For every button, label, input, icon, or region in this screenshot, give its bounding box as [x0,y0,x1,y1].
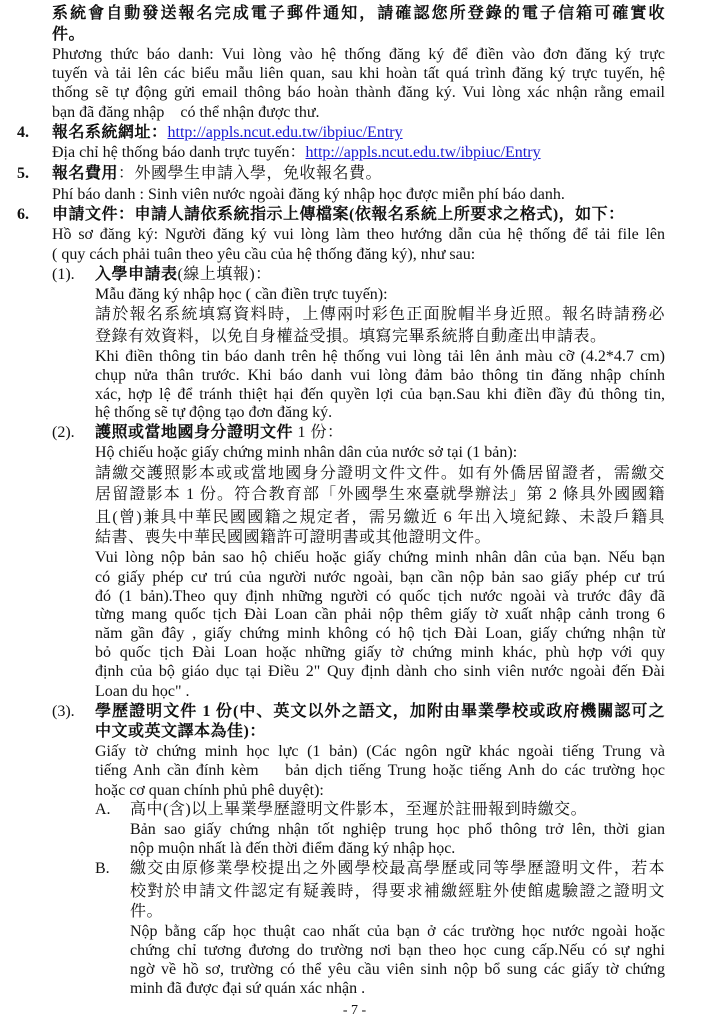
item-number: 4. [17,124,29,141]
documents-vi-line: ( quy cách phải tuân theo yêu cầu của hệ thống đăng ký), như sau: [52,246,476,263]
sub2-zh-line: 且(曾)兼具中華民國國籍之規定者，需另繳近 6 年出入境紀錄、未設戶籍具 [95,509,665,526]
item-number: 6. [17,206,29,223]
registration-url-row [52,123,403,143]
intro-vi-line: bạn đã đăng nhập có thể nhận được thư. [52,104,320,121]
registration-url-vi-link[interactable]: http://appls.ncut.edu.tw/ibpiuc/Entry [305,144,541,161]
sub2-vi-line: định của bộ giáo dục tại Điều 2" Quy định dành cho sinh viên nước ngoài đến Đài [95,663,665,680]
sub2-title [95,423,344,443]
sub3-title-line: 學歷證明文件 1 份(中、英文以外之語文，加附由畢業學校或政府機關認可之 [95,703,665,720]
sub1-vi-line: xác, hợp lệ để tránh thiệt hại đến quyền lợi của bạn.Sau khi điền đầy đủ thông tin, [95,386,665,403]
sub2-vi-line: bỏ quốc tịch Đài Loan hoặc những giấy tờ chứng minh khác, phù hợp với quy [95,644,665,661]
sub2-title-note: 1 份： [293,424,344,441]
sub-number: (1). [52,266,75,283]
sub1-title [95,265,272,285]
item-b-vi-line: chứng chỉ tương đương do trường nơi bạn theo học cung cấp.Nếu có sự nghi [130,942,665,959]
item-a-vi-line: Bản sao giấy chứng nhận tốt nghiệp trung học phổ thông trở lên, thời gian [130,821,665,838]
item-b-vi-line: ngờ về hồ sơ, trường có thể yêu cầu viên sinh nộp bổ sung các giấy tờ chứng [130,961,665,978]
fee-row [52,164,382,184]
sub-number: (2). [52,424,75,441]
sub2-vi-line: Vui lòng nộp bản sao hộ chiếu hoặc giấy chứng minh nhân dân của bạn. Nếu bạn [95,549,665,566]
sub1-vi-line: Khi điền thông tin báo danh trên hệ thống vui lòng tải lên ảnh màu cỡ (4.2*4.7 cm) [95,348,665,365]
sub3-title-line: 中文或英文譯本為佳)： [95,723,266,740]
sub2-vi-line: Loan du học" . [95,683,190,700]
item-a-vi-line: nộp muộn nhất là đến thời điểm đăng ký nhập học. [130,840,456,857]
fee-vi: Phí báo danh : Sinh viên nước ngoài đăng ký nhập học được miễn phí báo danh. [52,186,565,203]
sub-number: (3). [52,703,75,720]
item-b-vi-line: minh đã được đại sứ quán xác nhận . [130,980,366,997]
item-letter: A. [95,801,111,818]
registration-url-vi-row [52,143,541,163]
sub2-zh-line: 居留證影本 1 份。符合教育部「外國學生來臺就學辦法」第 2 條具外國國籍 [95,486,665,503]
item-a-zh-line: 高中(含)以上畢業學歷證明文件影本，至遲於註冊報到時繳交。 [130,801,588,818]
item-letter: B. [95,860,110,877]
sub2-title-text: 護照或當地國身分證明文件 [95,424,294,441]
documents-heading: 申請文件：申請人請依系統指示上傳檔案(依報名系統上所要求之格式)，如下： [52,206,625,223]
sub1-title-text: 入學申請表 [95,266,178,283]
item-number: 5. [17,165,29,182]
page-number: - 7 - [342,1003,367,1018]
sub2-vi-line: năm gần đây , giấy chứng minh không có hộ tịch Đài Loan, giấy chứng nhận từ [95,625,665,642]
sub2-vi-line: đó (1 bản).Theo quy định những người có quốc tịch nước ngoài và trước đây đã [95,588,665,605]
item-b-vi-line: Nộp bằng cấp học thuật cao nhất của bạn ở các trường học nước ngoài hoặc [130,923,665,940]
registration-url-label: 報名系統網址： [52,124,168,141]
intro-vi-line: tuyến và tải lên các biểu mẫu liên quan, sau khi hoàn tất quá trình đăng ký trực tuyến, hệ [52,65,665,82]
fee-text: ：外國學生申請入學，免收報名費。 [118,165,383,182]
sub2-vi-line: có giấy phép cư trú của người nước ngoài, bạn cần nộp bản sao giấy phép cư trú [95,569,665,586]
intro-zh-line: 系統會自動發送報名完成電子郵件通知，請確認您所登錄的電子信箱可確實收 [52,5,665,22]
sub3-vi-line: hoặc cơ quan chính phủ phê duyệt): [95,782,324,799]
item-b-zh-line: 繳交由原修業學校提出之外國學校最高學歷或同等學歷證明文件，若本 [130,860,665,877]
sub1-vi-line: chụp nửa thân trước. Khi báo danh vui lòng đảm bảo thông tin đăng nhập chính [95,367,665,384]
sub1-zh-line: 請於報名系統填寫資料時，上傳兩吋彩色正面脫帽半身近照。報名時請務必 [95,306,665,323]
sub2-vi-line: từng mang quốc tịch Đài Loan cần phải nộp thêm giấy tờ xuất nhập cảnh trong 6 [95,606,665,623]
fee-label: 報名費用 [52,165,119,182]
intro-zh-line: 件。 [52,26,86,43]
sub2-zh-line: 結書、喪失中華民國國籍許可證明書或其他證明文件。 [95,529,492,546]
sub3-vi-line: Giấy tờ chứng minh học lực (1 bản) (Các ngôn ngữ khác ngoài tiếng Trung và [95,743,665,760]
item-b-zh-line: 校對於申請文件認定有疑義時，得要求補繳經駐外使館處驗證之證明文 [130,883,665,900]
sub1-vi-title: Mẫu đăng ký nhập học ( cần điền trực tuyến): [95,286,388,303]
sub2-vi-title: Hộ chiếu hoặc giấy chứng minh nhân dân của nước sở tại (1 bản): [95,444,518,461]
sub1-vi-line: hệ thống sẽ tự động tạo đơn đăng ký. [95,404,333,421]
registration-url-link[interactable]: http://appls.ncut.edu.tw/ibpiuc/Entry [167,124,403,141]
intro-vi-line: thống sẽ tự động gửi email thông báo hoàn thành đăng ký. Vui lòng xác nhận rằng email [52,84,665,101]
intro-vi-line: Phương thức báo danh: Vui lòng vào hệ thống đăng ký để điền vào đơn đăng ký trực [52,46,665,63]
sub1-zh-line: 登錄有效資料，以免自身權益受損。填寫完畢系統將自動產出申請表。 [95,328,607,345]
documents-vi-line: Hồ sơ đăng ký: Người đăng ký vui lòng làm theo hướng dẫn của hệ thống để tải file lên [52,226,665,243]
item-b-zh-line: 件。 [130,903,164,920]
sub1-title-note: (線上填報)： [177,266,272,283]
sub2-zh-line: 請繳交護照影本或或當地國身分證明文件文件。如有外僑居留證者，需繳交 [95,465,665,482]
sub3-vi-line: tiếng Anh cần đính kèm bản dịch tiếng Trung hoặc tiếng Anh do các trường học [95,762,665,779]
registration-url-vi-label: Địa chỉ hệ thống báo danh trực tuyến： [52,144,306,161]
